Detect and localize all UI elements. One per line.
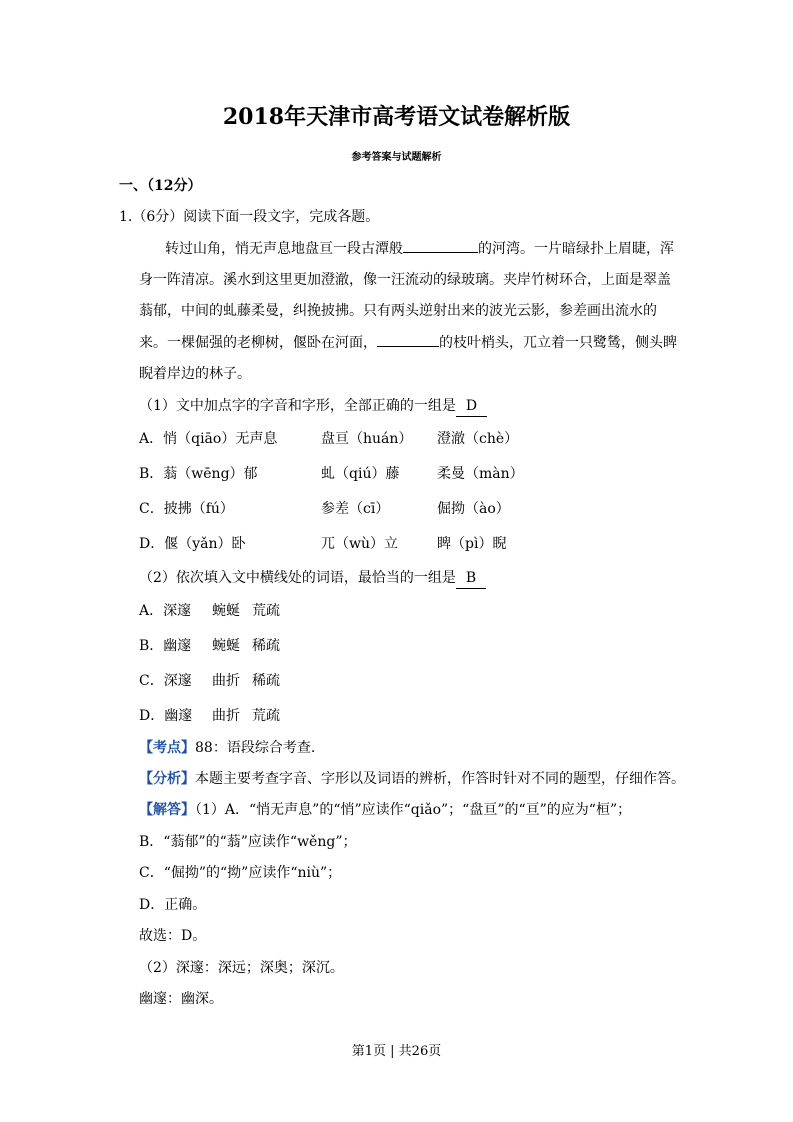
option-b-col2: 蜿蜒 [212,638,240,654]
passage-line-2: 身一阵清凉。溪水到这里更加澄澈，像一汪流动的绿玻璃。夹岸竹树环合，上面是翠盖 [139,272,671,288]
option-d-col1: D．幽邃 [139,708,193,724]
passage-text: 的枝叶梢头，兀立着一只鹭鸶，侧头睥 [439,335,677,351]
fill-blank-1 [403,238,478,253]
kaodian-text: 88：语段综合考查. [195,740,316,756]
passage-line-4 [139,332,677,353]
jieda-line-6: （2）深邃：深远；深奥；深沉。 [139,960,344,976]
kaodian-tag: 【考点】 [139,740,195,756]
jieda-line-7: 幽邃：幽深。 [139,991,223,1007]
option-b-col2: 虬（qiú）藤 [321,466,400,482]
option-a-col2: 蜿蜒 [212,603,240,619]
fill-blank-2 [377,332,439,347]
section-heading: 一、（12分） [119,178,202,194]
jieda-line-1 [139,800,631,820]
option-d-col2: 曲折 [212,708,240,724]
fenxi-line [139,769,685,789]
option-c-col2: 曲折 [212,673,240,689]
passage-text: 转过山角，悄无声息地盘亘一段古潭般 [165,241,403,257]
passage-line-3: 蓊郁，中间的虬藤柔曼，纠挽披拂。只有两头逆射出来的波光云影，参差画出流水的 [139,303,657,319]
option-c-col3: 稀疏 [252,673,280,689]
jieda-line-2: B．“蓊郁”的“蓊”应读作“wěng”； [139,834,357,850]
option-d-col1: D．偃（yǎn）卧 [139,536,246,552]
option-d-col3: 睥（pì）睨 [437,536,507,552]
answer-blank: D [456,396,487,417]
option-d-col2: 兀（wù）立 [321,536,398,552]
sub-question-2 [139,568,486,589]
passage-line-5: 睨着岸边的林子。 [139,366,251,382]
option-b-col3: 稀疏 [252,638,280,654]
sub-question-prompt: （2）依次填入文中横线处的词语，最恰当的一组是 [139,570,456,586]
sub-question-prompt: （1）文中加点字的字音和字形，全部正确的一组是 [139,398,456,414]
passage-text: 来。一棵倔强的老柳树，偃卧在河面， [139,335,377,351]
option-a-col1: A．悄（qiāo）无声息 [139,431,278,447]
option-c-col1: C．披拂（fú） [139,501,234,517]
option-c-col1: C．深邃 [139,673,192,689]
option-c-col3: 倔拗（ào） [437,501,510,517]
page-footer: 第1页 | 共26页 [351,1044,442,1059]
option-b-col1: B．幽邃 [139,638,192,654]
option-b-col3: 柔曼（màn） [437,466,524,482]
fenxi-text: 本题主要考查字音、字形以及词语的辨析，作答时针对不同的题型，仔细作答。 [195,771,685,787]
option-a-col1: A．深邃 [139,603,192,619]
jieda-tag: 【解答】 [139,802,195,818]
kaodian-line [139,738,315,758]
passage-text: 的河湾。一片暗绿扑上眉睫，浑 [478,241,674,257]
passage-line-1 [165,238,674,259]
option-c-col2: 参差（cī） [321,501,390,517]
jieda-text: （1）A．“悄无声息”的“悄”应读作“qiǎo”；“盘亘”的“亘”的应为“桓”； [195,802,632,818]
question-stem: 1.（6分）阅读下面一段文字，完成各题。 [119,209,380,225]
jieda-line-5: 故选：D。 [139,928,207,944]
jieda-line-4: D．正确。 [139,897,207,913]
option-d-col3: 荒疏 [252,708,280,724]
page-title: 2018年天津市高考语文试卷解析版 [222,104,571,130]
answer-blank: B [456,568,486,589]
option-a-col3: 澄澈（chè） [437,431,519,447]
option-a-col2: 盘亘（huán） [321,431,413,447]
sub-question-1 [139,396,487,417]
option-b-col1: B．蓊（wēng）郁 [139,466,258,482]
option-a-col3: 荒疏 [252,603,280,619]
page-subtitle: 参考答案与试题解析 [351,152,442,163]
fenxi-tag: 【分析】 [139,771,195,787]
jieda-line-3: C．“倔拗”的“拗”应读作“niù”； [139,865,342,881]
